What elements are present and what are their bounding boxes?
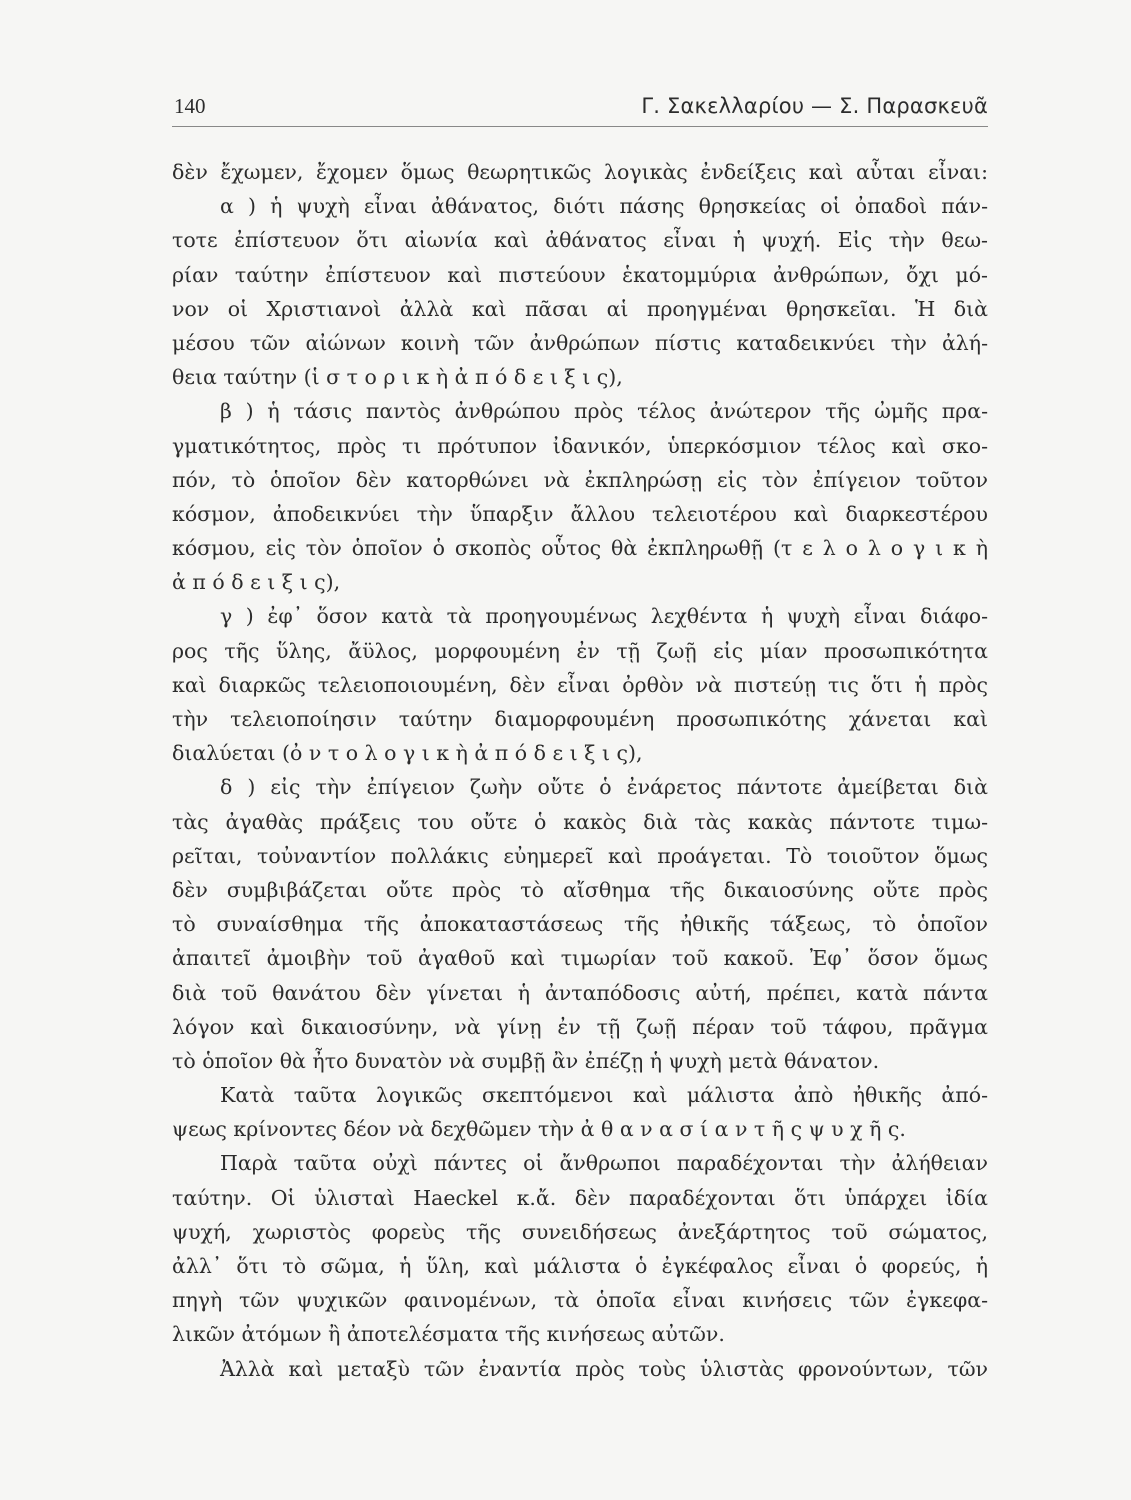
text-line: θεια ταύτην (ἱ σ τ ο ρ ι κ ὴ ἀ π ό δ ε ι ξ ι ς), — [172, 365, 623, 390]
text-line: ἀλλ᾽ ὅτι τὸ σῶμα, ἡ ὕλη, καὶ μάλιστα ὁ ἐγκέφαλος εἶναι ὁ φορεύς, ἡ — [172, 1254, 988, 1278]
text-line: γ ) ἐφ᾽ ὅσον κατὰ τὰ προηγουμένως λεχθέντα ἡ ψυχὴ εἶναι διάφο- — [220, 604, 988, 629]
text-line: πόν, τὸ ὁποῖον δὲν κατορθώνει νὰ ἐκπληρώσῃ εἰς τὸν ἐπίγειον τοῦτον — [172, 467, 988, 492]
text-line: τὸ συναίσθημα τῆς ἀποκαταστάσεως τῆς ἠθικῆς τάξεως, τὸ ὁποῖον — [172, 912, 988, 937]
text-line: τὸ ὁποῖον θὰ ἦτο δυνατὸν νὰ συμβῇ ἂν ἐπέζῃ ἡ ψυχὴ μετὰ θάνατον. — [172, 1048, 880, 1073]
text-line: ρίαν ταύτην ἐπίστευον καὶ πιστεύουν ἑκατομμύρια ἀνθρώπων, ὄχι μό- — [172, 262, 988, 287]
text-line: ψυχή, χωριστὸς φορεὺς τῆς συνειδήσεως ἀνεξάρτητος τοῦ σώματος, — [172, 1219, 988, 1244]
text-line: ρος τῆς ὕλης, ἄϋλος, μορφουμένη ἐν τῇ ζωῇ εἰς μίαν προσωπικότητα — [172, 638, 988, 663]
body-text — [172, 155, 988, 1386]
text-line: Παρὰ ταῦτα οὐχὶ πάντες οἱ ἄνθρωποι παραδέχονται τὴν ἀλήθειαν — [220, 1151, 988, 1176]
text-line: τοτε ἐπίστευον ὅτι αἰωνία καὶ ἀθάνατος εἶναι ἡ ψυχή. Εἰς τὴν θεω- — [172, 228, 988, 253]
text-line: διαλύεται (ὀ ν τ ο λ ο γ ι κ ὴ ἀ π ό δ ε ι ξ ι ς), — [172, 741, 643, 766]
text-line: πηγὴ τῶν ψυχικῶν φαινομένων, τὰ ὁποῖα εἶναι κινήσεις τῶν ἐγκεφα- — [172, 1288, 988, 1313]
text-line: διὰ τοῦ θανάτου δὲν γίνεται ἡ ἀνταπόδοσις αὐτή, πρέπει, κατὰ πάντα — [172, 980, 988, 1005]
text-line: ψεως κρίνοντες δέον νὰ δεχθῶμεν τὴν ἀ θ α ν α σ ί α ν τ ῆ ς ψ υ χ ῆ ς. — [172, 1117, 906, 1142]
text-line: ταύτην. Οἱ ὑλισταὶ Haeckel κ.ἄ. δὲν παραδέχονται ὅτι ὑπάρχει ἰδία — [172, 1185, 988, 1210]
running-head: Γ. Σακελλαρίου — Σ. Παρασκευᾶ — [641, 94, 988, 118]
text-line: β ) ἡ τάσις παντὸς ἀνθρώπου πρὸς τέλος ἀνώτερον τῆς ὠμῆς πρα- — [220, 399, 988, 424]
text-line: δὲν ἔχωμεν, ἔχομεν ὅμως θεωρητικῶς λογικὰς ἐνδείξεις καὶ αὗται εἶναι: — [172, 160, 988, 184]
text-line: δὲν συμβιβάζεται οὔτε πρὸς τὸ αἴσθημα τῆς δικαιοσύνης οὔτε πρὸς — [172, 877, 988, 902]
text-line: κόσμον, ἀποδεικνύει τὴν ὕπαρξιν ἄλλου τελειοτέρου καὶ διαρκεστέρου — [172, 501, 988, 526]
text-line: ρεῖται, τοὐναντίον πολλάκις εὐημερεῖ καὶ προάγεται. Τὸ τοιοῦτον ὅμως — [172, 843, 988, 868]
text-line: Κατὰ ταῦτα λογικῶς σκεπτόμενοι καὶ μάλιστα ἀπὸ ἠθικῆς ἀπό- — [220, 1083, 988, 1108]
text-line: λικῶν ἀτόμων ἢ ἀποτελέσματα τῆς κινήσεως αὐτῶν. — [172, 1322, 725, 1347]
text-line: λόγον καὶ δικαιοσύνην, νὰ γίνῃ ἐν τῇ ζωῇ πέραν τοῦ τάφου, πρᾶγμα — [172, 1014, 988, 1039]
text-line: τὰς ἀγαθὰς πράξεις του οὔτε ὁ κακὸς διὰ τὰς κακὰς πάντοτε τιμω- — [172, 809, 988, 834]
text-line: δ ) εἰς τὴν ἐπίγειον ζωὴν οὔτε ὁ ἐνάρετος πάντοτε ἀμείβεται διὰ — [220, 775, 988, 800]
text-line: νον οἱ Χριστιανοὶ ἀλλὰ καὶ πᾶσαι αἱ προηγμέναι θρησκεῖαι. Ἡ διὰ — [172, 296, 988, 321]
page-header — [172, 92, 988, 127]
text-line: ἀ π ό δ ε ι ξ ι ς), — [172, 570, 341, 595]
text-line: Ἀλλὰ καὶ μεταξὺ τῶν ἐναντία πρὸς τοὺς ὑλιστὰς φρονούντων, τῶν — [220, 1356, 988, 1381]
text-line: γματικότητος, πρὸς τι πρότυπον ἰδανικόν, ὑπερκόσμιον τέλος καὶ σκο- — [172, 433, 988, 458]
text-line: α ) ἡ ψυχὴ εἶναι ἀθάνατος, διότι πάσης θρησκείας οἱ ὀπαδοὶ πάν- — [220, 194, 988, 219]
page-number: 140 — [174, 94, 206, 118]
text-line: ἀπαιτεῖ ἀμοιβὴν τοῦ ἀγαθοῦ καὶ τιμωρίαν τοῦ κακοῦ. Ἐφ᾽ ὅσον ὅμως — [172, 946, 988, 971]
text-line: κόσμου, εἰς τὸν ὁποῖον ὁ σκοπὸς οὗτος θὰ ἐκπληρωθῇ (τ ε λ ο λ ο γ ι κ ὴ — [172, 536, 988, 561]
text-line: καὶ διαρκῶς τελειοποιουμένη, δὲν εἶναι ὀρθὸν νὰ πιστεύῃ τις ὅτι ἡ πρὸς — [172, 672, 988, 697]
text-line: τὴν τελειοποίησιν ταύτην διαμορφουμένη προσωπικότης χάνεται καὶ — [172, 707, 988, 731]
text-line: μέσου τῶν αἰώνων κοινὴ τῶν ἀνθρώπων πίστις καταδεικνύει τὴν ἀλή- — [172, 330, 988, 355]
